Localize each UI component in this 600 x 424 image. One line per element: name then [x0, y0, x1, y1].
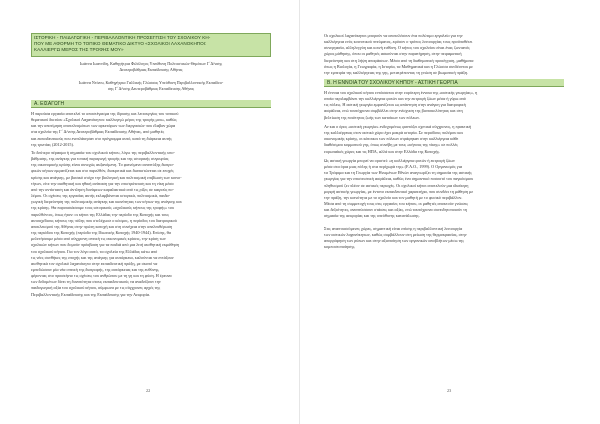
page-number-right: 23	[447, 388, 452, 393]
page-number-left: 22	[146, 388, 151, 393]
article-title: ΙΣΤΟΡΙΚΗ - ΠΑΙΔΑΓΩΓΙΚΗ - ΠΕΡΙΒΑΛΛΟΝΤΙΚΗ ΠΡΟΣΕΓΓΙΣΗ ΤΟΥ ΣΧΟΛΙΚΟΥ ΚΗ- ΠΟΥ ΜΕ ΑΦΟΡΜΗ ΤΟ ΤΟΠΙΚΟ ΘΕΜΑΤΙΚΟ ΔΙΚΤΥΟ «ΣΧΟΛΙΚΟΙ ΛΑΧΑΝΟΚΗΠΟΙ: ΚΑΛΛΙΕΡΓΩ ΜΕΡΟΣ ΤΗΣ ΤΡΟΦΗΣ ΜΟΥ»	[34, 35, 211, 52]
right-paragraph-4: Ως αστική γεωργία μπορεί να οριστεί: «η καλλιέργεια φυτών ή εκτροφή ζώων μέσα στα όρια μιας πόλης ή στα περίχωρά της» (F.A.O., 1999). Ο Οργανισμός για τα Τρόφιμα και τη Γεωργία των Ηνωμένων Εθνών αναγνωρίζει τη σημασία της αστικής γεωργίας για την επισιτιστική ασφάλεια, καθώς ένα σημαντικό ποσοστό του παγκόσμιου πληθυσμού ζει πλέον σε αστικές περιοχές. Οι σχολικοί κήποι αποτελούν μια ιδιαίτερη μορφή αστικής γεωργίας, με έντονο εκπαιδευτικό χαρακτήρα, που συνδέει τη μάθηση με την πράξη, την κοινότητα με το σχολείο και τον μαθητή με το φυσικό περιβάλλον. Μέσα από τη συμμετοχή τους στις εργασίες του κήπου, οι μαθητές αποκτούν γνώσεις και δεξιότητες, αναπτύσσουν στάσεις και αξίες, ενώ ταυτόχρονα συνειδητοποιούν τη σημασία της αειφορίας και της υπεύθυνης κατανάλωσης.	[324, 158, 474, 219]
section-heading-b: Β. Η ΕΝΝΟΙΑ ΤΟΥ ΣΧΟΛΙΚΟΥ ΚΗΠΟΥ - ΑΣΤΙΚΗ ΓΕΩΡΓΙΑ	[324, 79, 564, 87]
right-paragraph-3: Αν και ο όρος «αστική γεωργία» ενδεχομένως φαντάζει σχετικά σύγχρονος, η πρακτική της καλλιέργειας στον αστικό χώρο έχει μακρά ιστορία. Σε περιόδους πολέμου και οικονομικής κρίσης, οι κάτοικοι των πόλεων στράφηκαν στην καλλιέργεια κάθε διαθέσιμου κομματιού γης, όπως συνέβη με τους «κήπους της νίκης» σε πολλές ευρωπαϊκές χώρες και τις ΗΠΑ, αλλά και στην Ελλάδα της Κατοχής.	[324, 124, 472, 154]
intro-paragraph-1: Η παρούσα εργασία αποτελεί το αποστέγασμα της ίδρυσης και λειτουργίας του τοπικού θεματικού δικτύου «Σχολικοί Λαχανόκηποι: καλλιεργώ μέρος της τροφής μου», καθώς και την αποτίμηση αποτελεσμάτων των αρκετάρων των διεργασιών που έλαβαν χώρα στα σχολεία της Γ΄ Δ/νσης Δευτεροβάθμιας Εκπαίδευσης Αθήνας, από μαθητές και εκπαιδευτικούς που ενεπλάκησαν στο πρόγραμμα αυτό, κατά τη διάρκεια αυτής της τριετίας (2012-2015).	[31, 111, 179, 147]
author-1: Ιωάννα Ιωαννίδη, Καθηγήτρια Φιλόλογος Υπεύθυνη Πολιτιστικών Θεμάτων Γ΄Δ/νσης Δευτεροβάθμιας Εκπαίδευσης Αθήνας	[79, 61, 223, 72]
right-paragraph-5: Στις αναπτυσσόμενες χώρες, σημαντική είναι επίσης η περιβαλλοντική λειτουργία των αστικών λαχανόκηπων, καθώς συμβάλλουν στη μείωση της θερμοκρασίας, στην απορρόφηση των ρύπων και στην αξιοποίηση των οργανικών αποβλήτων μέσω της κομποστοποίησης.	[324, 226, 467, 250]
right-paragraph-1: Οι σχολικοί λαχανόκηποι μπορούν να αποτελέσουν ένα πολύτιμο εργαλείο για την καλλιέργεια ενός κοινοτικού πνεύματος, εφόσον ο τρόπος λειτουργίας τους προϋποθέτει συνεργασία, αλληλεγγύη και κοινή ευθύνη. Ο κήπος του σχολείου είναι ένας ζωντανός χώρος μάθησης, όπου οι μαθητές ασκούνται στην παρατήρηση, στην πειραματική διερεύνηση και στη λήψη αποφάσεων. Μέσα από τη διαθεματική προσέγγιση, μαθήματα όπως η Βιολογία, η Γεωγραφία, η Ιστορία, τα Μαθηματικά και η Γλώσσα συνδέονται με την εμπειρία της καλλιέργειας της γης, μετατρέποντας τη γνώση σε βιωματική πράξη.	[324, 33, 474, 75]
right-paragraph-2: Η έννοια του σχολικού κήπου εντάσσεται στην ευρύτερη έννοια της «αστικής γεωργίας», η οποία περιλαμβάνει την καλλιέργεια φυτών και την εκτροφή ζώων μέσα ή γύρω από τις πόλεις. Η αστική γεωργία εμφανίζεται ως απάντηση στην ανάγκη για διατροφική ασφάλεια, ενώ ταυτόχρονα συμβάλλει στην ενίσχυση της βιοποικιλότητας και στη βελτίωση της ποιότητας ζωής των κατοίκων των πόλεων.	[324, 90, 478, 120]
intro-paragraph-2: Το δεύτερο πέρασμα ή σημασία του σχολικού κήπου, λόγω της περιβαλλοντικής υπο- βάθμισης, της ανάγκης για τοπική παραγωγή τροφής και της ιστορικής συγκυρίας της οικονομικής κρίσης είναι συνεχώς αυξανόμενη. Το φαινόμενο αναπτύξης διατρο- φικών κήπων εμφανίζεται και στο παρελθόν, διακριτικά και διαπιστώνεται σε εποχές κρίσης και ανάγκης, με βασικό στόχο την βιολογική και πολιτισμική επιβίωση των κοινο- τήτων, είτε την αισθητική και ηθική ανάταση για την επιστράτευση και τη νίκη μέσα από την αντίσταση και άντληση δυνάμεων καραλακτικά από τις ρίζες σε καιρούς πο- λέμου. Οι σχέσεις της εργασίας αυτής εκλαμβάνεται ιστορικά, πολιτισμικά, παιδα- γωγική διερεύνηση της πολιτισμικής ανάγκης και ικανότητας των κήπων της ανάγκης και της κρίσης. Θα παρουσιάσουμε τους ιστορικούς «σχολικούς κήπους της τροφής» του παρελθόντος, όπως ήταν: οι κήποι της Ελλάδας την περίοδο της Κατοχής και τους αυτοσχέδιους κήπους της πόλης που στελέχωσε ο κόσμος, η περίοδος του διατροφικού αποκλεισμού της Αθήνας στην πρώτη κατοχή και στη συνέχεια στην απελευθέρωση της περιόδου της Κατοχής (περίοδο της Ιδιωτικής Κατοχής 1940-1944). Επίσης, θα μελετήσουμε μέσα από σύγχρονη οπτική τις οικονομικές κρίσεις, την κρίση των σχολικών κήπων που δομούν πρόσβαση για τα παιδιά από μια λιτή αισθητική εκμάθηση του σχολικού κήπου. Για τον λόγο αυτό, τα σχολεία της Ελλάδας κάτω από τις νέες συνθήκες της εποχής και της ανάγκης για αυτάρκεια, καλούνται να εντάξουν αισθητικά τον σχολικό λαχανόκηπο στην εκπαιδευτική πράξη, με σκοπό να εμπεδώσουν μία νέα οπτική της διατροφής, της αυτάρκειας και της ευθύνης, φέροντας στο προσκήνιο τις σχέσεις του ανθρώπου με τη γη και τη φύση. Η έρευνα των δεδομένων δίνει τη δυνατότητα στους εκπαιδευτικούς να αναδείξουν την παιδαγωγική αξία του σχολικού κήπου, σύμφωνα με τις σύγχρονες αρχές της Περιβαλλοντικής Εκπαίδευσης και της Εκπαίδευσης για την Αειφορία.	[31, 150, 182, 297]
section-heading-a: Α. ΕΙΣΑΓΩΓΗ	[31, 100, 271, 108]
author-2: Ιωάννα Ντίνου, Καθηγήτρια Γαλλικής Γλώσσας Υπεύθυνη Περιβαλλοντικής Εκπαίδευ- σης Γ΄Δ/νσης Δευτεροβάθμιας Εκπαίδευσης Αθήνας	[78, 80, 224, 91]
